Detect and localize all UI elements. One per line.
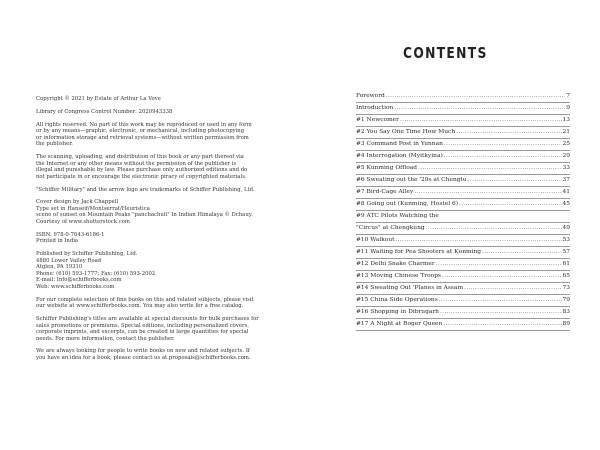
- toc-leader-dots: [394, 105, 565, 112]
- copyright-paragraph: [36, 96, 306, 103]
- toc-leader-dots: [443, 321, 561, 328]
- copyright-line: Cover design by Jack Chappell: [36, 199, 119, 206]
- toc-divider: [356, 282, 570, 283]
- toc-leader-dots: [459, 201, 561, 208]
- toc-divider: [356, 306, 570, 307]
- toc-entry-title: Introduction: [356, 105, 394, 111]
- toc-divider: [356, 294, 570, 295]
- toc-divider: [356, 138, 570, 139]
- toc-leader-dots: [396, 237, 562, 244]
- toc-divider: [356, 210, 570, 211]
- toc-entry-page: 21: [562, 129, 570, 135]
- copyright-line: corporate imprints, and excerpts, can be created in large quantities for special: [36, 329, 249, 336]
- toc-entry-page: 45: [562, 201, 570, 207]
- copyright-paragraph: [36, 251, 306, 290]
- toc-leader-dots: [439, 297, 562, 304]
- copyright-page: [36, 96, 306, 368]
- copyright-line: 4880 Lower Valley Road: [36, 257, 102, 264]
- toc-entry-title: #10 Walkout: [356, 237, 395, 243]
- toc-entry-title: #12 Delhi Snake Charmer: [356, 261, 435, 267]
- toc-leader-dots: [442, 273, 561, 280]
- toc-entry-title: #8 Going out (Kunming, Hostel 6): [356, 201, 459, 207]
- toc-divider: [356, 198, 570, 199]
- toc-entry[interactable]: [356, 285, 570, 292]
- copyright-paragraph: [36, 109, 306, 116]
- toc-entry-page: 29: [562, 153, 570, 159]
- copyright-line: Copyright © 2021 by Estate of Arthur La Vove: [36, 96, 161, 102]
- toc-leader-dots: [444, 141, 562, 148]
- toc-divider: [356, 162, 570, 163]
- copyright-line: Library of Congress Control Number: 2020943338: [36, 108, 173, 115]
- toc-entry[interactable]: [356, 189, 570, 196]
- copyright-line: or by any means—graphic, electronic, or mechanical, including photocopying: [36, 128, 245, 135]
- toc-entry[interactable]: [356, 105, 570, 112]
- toc-entry[interactable]: [356, 153, 570, 160]
- toc-entry[interactable]: [356, 309, 570, 316]
- toc-entry-title: #2 You Say One Time How Much: [356, 129, 456, 135]
- toc-divider: [356, 330, 570, 331]
- toc-entry-title: #7 Bird-Cage Alley: [356, 189, 414, 195]
- copyright-paragraph: [36, 297, 306, 310]
- toc-entry[interactable]: [356, 141, 570, 148]
- toc-entry-title: #17 A Night at Roger Queen: [356, 321, 443, 327]
- toc-divider: [356, 258, 570, 259]
- copyright-line: needs. For more information, contact the publisher.: [36, 335, 175, 342]
- toc-entry[interactable]: [356, 273, 570, 280]
- toc-entry[interactable]: [356, 261, 570, 268]
- copyright-line: our website at www.schifferbooks.com. You may also write for a free catalog.: [36, 303, 244, 310]
- copyright-line: sales promotions or premiums. Special editions, including personalized covers,: [36, 322, 249, 329]
- toc-entry-title: Foreword: [356, 93, 385, 99]
- toc-entry[interactable]: [356, 177, 570, 184]
- toc-entry-title: #16 Shopping in Dibrugarh: [356, 309, 439, 315]
- copyright-line: illegal and punishable by law. Please purchase only authorized editions and do: [36, 167, 248, 174]
- copyright-line: Schiffer Publishing's titles are available at special discounts for bulk purchases for: [36, 316, 259, 323]
- copyright-paragraph: [36, 232, 306, 245]
- toc-entry-page: 89: [562, 321, 570, 327]
- copyright-line: the Internet or any other means without the permission of the publisher is: [36, 160, 237, 167]
- toc-entry-page: 33: [562, 165, 570, 171]
- copyright-line: The scanning, uploading, and distribution of this book or any part thereof via: [36, 154, 244, 161]
- toc-divider: [356, 246, 570, 247]
- toc-leader-dots: [426, 225, 562, 232]
- toc-entry-title: #6 Sweating out the '29s at Chengtu: [356, 177, 467, 183]
- toc-entry-title: #15 China Side Operations: [356, 297, 438, 303]
- toc-entry-page: 49: [562, 225, 570, 231]
- copyright-paragraph: [36, 187, 306, 194]
- toc-entry-page: 57: [562, 249, 570, 255]
- toc-divider: [356, 126, 570, 127]
- toc-divider: [356, 102, 570, 103]
- toc-leader-dots: [468, 177, 562, 184]
- toc-entry[interactable]: [356, 297, 570, 304]
- copyright-paragraph: [36, 316, 306, 342]
- copyright-line: ISBN: 978-0-7643-6186-1: [36, 231, 105, 238]
- toc-entry[interactable]: [356, 237, 570, 244]
- toc-entry-page: 13: [562, 117, 570, 123]
- toc-leader-dots: [464, 285, 561, 292]
- toc-entry-page: 73: [562, 285, 570, 291]
- copyright-line: scene of sunset on Mountain Peaks "panchachuli" In Indian Himalaya © Dchauy.: [36, 212, 253, 219]
- toc-divider: [356, 222, 570, 223]
- toc-leader-dots: [440, 309, 562, 316]
- toc-entry[interactable]: [356, 117, 570, 124]
- toc-divider: [356, 150, 570, 151]
- contents-title: CONTENTS: [403, 44, 488, 62]
- toc-entry-title: #1 Newcomer: [356, 117, 399, 123]
- toc-entry-title: #14 Sweating Out 'Planes in Assam: [356, 285, 464, 291]
- copyright-line: Printed in India: [36, 238, 79, 245]
- toc-entry-page: 65: [562, 273, 570, 279]
- toc-divider: [356, 270, 570, 271]
- toc-divider: [356, 174, 570, 175]
- toc-entry-page: 83: [562, 309, 570, 315]
- copyright-line: Courtesy of www.shutterstock.com: [36, 218, 130, 225]
- toc-entry-page: 79: [562, 297, 570, 303]
- toc-entry-page: 9: [566, 105, 570, 111]
- toc-leader-dots: [418, 165, 561, 172]
- toc-entry-title-line: #9 ATC Pilots Watching the: [356, 213, 439, 219]
- copyright-line: For our complete selection of fine books on this and related subjects, please visit: [36, 296, 254, 303]
- toc-leader-dots: [456, 129, 561, 136]
- toc-divider: [356, 234, 570, 235]
- toc-entry-title: #4 Interrogation (Myitkyina): [356, 153, 443, 159]
- toc-entry-page: 61: [562, 261, 570, 267]
- copyright-line: Phone: (610) 593-1777; Fax: (610) 593-2002: [36, 270, 156, 277]
- toc-entry[interactable]: [356, 249, 570, 256]
- copyright-paragraph: [36, 348, 306, 361]
- copyright-line: All rights reserved. No part of this work may be reproduced or used in any form: [36, 121, 252, 128]
- toc-entry-title: "Circus" at Chengkung: [356, 225, 425, 231]
- copyright-line: not participate in or encourage the electronic piracy of copyrighted materials.: [36, 173, 247, 180]
- toc-divider: [356, 318, 570, 319]
- copyright-line: Type set in Hanseif/Montserrat/Heuristica: [36, 205, 150, 212]
- toc-leader-dots: [414, 189, 561, 196]
- toc-entry-page: 41: [562, 189, 570, 195]
- copyright-line: Web: www.schifferbooks.com: [36, 283, 115, 290]
- copyright-line: you have an idea for a book, please contact us at proposals@schifferbooks.com.: [36, 354, 251, 361]
- toc-entry-title: #3 Command Post in Yunnan: [356, 141, 443, 147]
- toc-entry[interactable]: [356, 201, 570, 208]
- toc-entry[interactable]: [356, 225, 570, 232]
- toc-entry-page: 25: [562, 141, 570, 147]
- copyright-line: Atglen, PA 19310: [36, 264, 83, 271]
- toc-leader-dots: [386, 93, 565, 100]
- toc-divider: [356, 186, 570, 187]
- copyright-paragraph: [36, 154, 306, 180]
- toc-entry-title: #11 Waiting for Pea Shooters at Kunming: [356, 249, 482, 255]
- copyright-paragraph: [36, 122, 306, 148]
- copyright-line: Published by Schiffer Publishing, Ltd.: [36, 251, 138, 258]
- toc-leader-dots: [482, 249, 561, 256]
- toc-leader-dots: [444, 153, 562, 160]
- copyright-paragraph: [36, 199, 306, 225]
- toc-leader-dots: [400, 117, 562, 124]
- copyright-line: We are always looking for people to write books on new and related subjects. If: [36, 348, 250, 355]
- toc-entry-title: #5 Kunming Offload: [356, 165, 418, 171]
- toc-entry[interactable]: [356, 165, 570, 172]
- toc-entry[interactable]: [356, 321, 570, 328]
- copyright-line: the publisher.: [36, 141, 73, 148]
- toc-divider: [356, 114, 570, 115]
- toc-entry-page: 53: [562, 237, 570, 243]
- copyright-line: or information storage and retrieval systems—without written permission from: [36, 134, 249, 141]
- copyright-line: E-mail: Info@schifferbooks.com: [36, 277, 122, 284]
- toc-entry[interactable]: [356, 129, 570, 136]
- toc-entry[interactable]: [356, 93, 570, 100]
- toc-entry-title: #13 Moving Chinese Troops: [356, 273, 442, 279]
- toc-entry-page: 37: [562, 177, 570, 183]
- copyright-line: "Schiffer Military" and the arrow logo are trademarks of Schiffer Publishing, Ltd.: [36, 186, 255, 193]
- toc-entry-page: 7: [566, 93, 570, 99]
- toc-leader-dots: [436, 261, 562, 268]
